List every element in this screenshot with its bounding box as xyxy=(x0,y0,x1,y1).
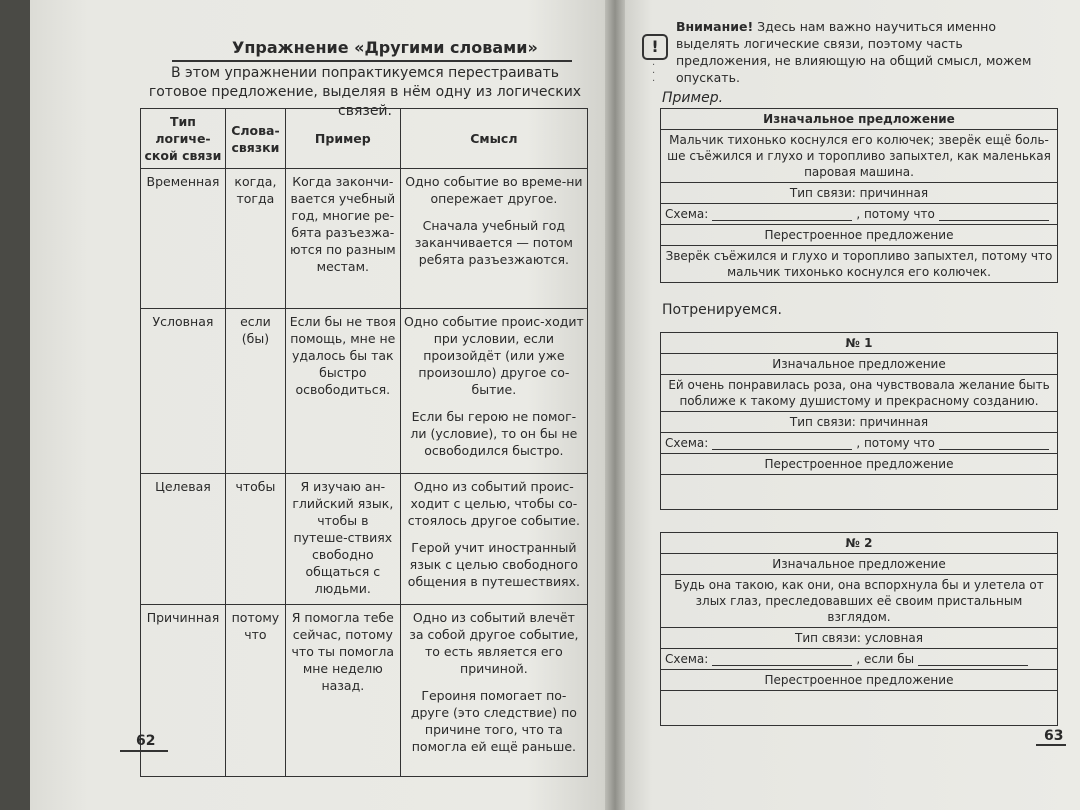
schema-connector: , потому что xyxy=(856,436,935,450)
rebuilt-answer-area[interactable] xyxy=(661,691,1057,725)
row-type: Причинная xyxy=(141,605,226,777)
page-number-left: 62 xyxy=(136,733,156,749)
warning-body: Здесь нам важно научиться именно выделять логические связи, поэтому часть предложения, не влияющую на общий смысл, можем опускать. xyxy=(676,19,1032,85)
schema-row xyxy=(661,649,1057,670)
row-type: Временная xyxy=(141,169,226,309)
schema-label: Схема: xyxy=(665,436,709,450)
warning-bold: Внимание! xyxy=(676,19,754,34)
link-type: Тип связи: условная xyxy=(661,628,1057,649)
title-underline xyxy=(172,60,572,62)
table-row xyxy=(141,605,588,777)
example-label: Пример. xyxy=(662,90,724,106)
row-example: Я помогла тебе сейчас, потому что ты помогла мне неделю назад. xyxy=(285,605,400,777)
row-type: Целевая xyxy=(141,474,226,605)
meaning-explanation: Герой учит иностранный язык с целью свободного общения в путешествиях. xyxy=(407,540,580,589)
schema-row xyxy=(661,433,1057,454)
exercise-title: Упражнение «Другими словами» xyxy=(232,38,538,57)
schema-blank[interactable] xyxy=(939,437,1049,450)
schema-blank[interactable] xyxy=(918,653,1028,666)
row-words: чтобы xyxy=(225,474,285,605)
meaning-explanation: Сначала учебный год заканчивается — потом ребята разъезжаются. xyxy=(414,218,573,267)
schema-connector: , если бы xyxy=(856,652,915,666)
header-meaning: Смысл xyxy=(400,109,587,169)
meaning-definition: Одно событие проис-ходит при условии, если произойдёт (или уже произошло) другое со-бытие. xyxy=(403,314,584,397)
box-header: Изначальное предложение xyxy=(661,109,1057,130)
exercise-box xyxy=(660,332,1058,510)
intro-text: В этом упражнении попрактикуемся перестраивать готовое предложение, выделяя в нём одну из логических связей. xyxy=(148,65,582,119)
dotted-line-icon: · · · xyxy=(652,60,656,87)
row-meaning xyxy=(400,169,587,309)
row-words: потому что xyxy=(225,605,285,777)
exercise-number: № 1 xyxy=(661,333,1057,354)
meaning-definition: Одно из событий проис-ходит с целью, чтобы со-стоялось другое событие. xyxy=(407,479,580,528)
schema-label: Схема: xyxy=(665,207,709,221)
row-example: Когда закончи-вается учебный год, многие ре-бята разъезжа-ются по разным местам. xyxy=(285,169,400,309)
schema-connector: , потому что xyxy=(856,207,935,221)
warning-note xyxy=(676,18,1061,86)
schema-blank[interactable] xyxy=(939,208,1049,221)
train-label: Потренируемся. xyxy=(662,302,782,318)
row-type: Условная xyxy=(141,309,226,474)
page-number-rule xyxy=(1036,744,1066,746)
box-header: Изначальное предложение xyxy=(661,354,1057,375)
row-words: когда, тогда xyxy=(225,169,285,309)
original-sentence: Ей очень понравилась роза, она чувствовала желание быть поближе к такому душистому и прекрасному созданию. xyxy=(661,375,1057,412)
table-row xyxy=(141,474,588,605)
row-meaning xyxy=(400,605,587,777)
exercise-box xyxy=(660,532,1058,726)
row-meaning xyxy=(400,474,587,605)
original-sentence: Мальчик тихонько коснулся его колючек; зверёк ещё боль-ше съёжился и глухо и торопливо запыхтел, как маленькая паровая машина. xyxy=(661,130,1057,183)
schema-row xyxy=(661,204,1057,225)
row-example: Я изучаю ан-глийский язык, чтобы в путеше-ствиях свободно общаться с людьми. xyxy=(285,474,400,605)
table-header-row xyxy=(141,109,588,169)
rebuilt-sentence: Зверёк съёжился и глухо и торопливо запыхтел, потому что мальчик тихонько коснулся его колючек. xyxy=(665,249,1053,279)
header-example: Пример xyxy=(285,109,400,169)
rebuilt-header: Перестроенное предложение xyxy=(661,454,1057,475)
page-number-rule xyxy=(120,750,168,752)
meaning-explanation: Героиня помогает по-друге (это следствие) по причине того, что та помогла ей ещё раньше. xyxy=(410,688,577,754)
schema-blank[interactable] xyxy=(712,208,852,221)
header-words: Слова-связки xyxy=(225,109,285,169)
schema-label: Схема: xyxy=(665,652,709,666)
meaning-definition: Одно событие во време-ни опережает другое. xyxy=(405,174,583,206)
original-sentence: Будь она такою, как они, она вспорхнула бы и улетела от злых глаз, преследовавших её своим пристальным взглядом. xyxy=(661,575,1057,628)
exercise-number: № 2 xyxy=(661,533,1057,554)
link-type: Тип связи: причинная xyxy=(661,412,1057,433)
logic-links-table xyxy=(140,108,588,777)
link-type: Тип связи: причинная xyxy=(661,183,1057,204)
book-spine xyxy=(605,0,625,810)
table-row xyxy=(141,309,588,474)
row-words: если (бы) xyxy=(225,309,285,474)
example-box xyxy=(660,108,1058,283)
rebuilt-answer-area[interactable] xyxy=(661,475,1057,509)
meaning-explanation: Если бы герою не помог-ли (условие), то он бы не освободился быстро. xyxy=(410,409,578,458)
schema-blank[interactable] xyxy=(712,653,852,666)
exclamation-icon: ! xyxy=(642,34,668,60)
page-number-right: 63 xyxy=(1044,728,1064,744)
rebuilt-header: Перестроенное предложение xyxy=(661,670,1057,691)
rebuilt-header: Перестроенное предложение xyxy=(661,225,1057,246)
schema-blank[interactable] xyxy=(712,437,852,450)
header-type: Тип логиче-ской связи xyxy=(141,109,226,169)
row-meaning xyxy=(400,309,587,474)
meaning-definition: Одно из событий влечёт за собой другое событие, то есть является его причиной. xyxy=(409,610,579,676)
row-example: Если бы не твоя помощь, мне не удалось бы так быстро освободиться. xyxy=(285,309,400,474)
box-header: Изначальное предложение xyxy=(661,554,1057,575)
table-row xyxy=(141,169,588,309)
